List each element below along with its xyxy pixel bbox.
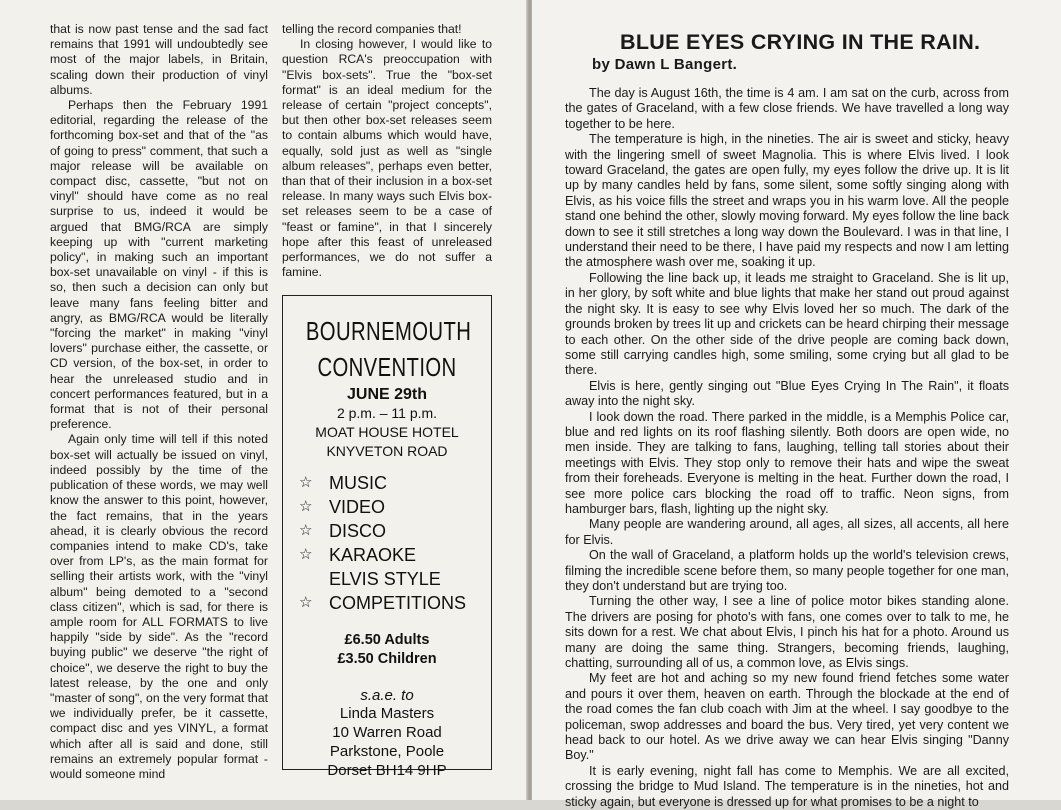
left-column-1 [50,22,268,782]
list-item [299,543,491,591]
ad-address-line: Dorset BH14 9HP [327,762,447,779]
article-title: BLUE EYES CRYING IN THE RAIN. [620,30,981,54]
ad-title-line-2: CONVENTION [317,352,457,382]
left-column-2 [282,22,492,280]
ad-price-children: £3.50 Children [337,651,437,667]
list-item [299,495,491,519]
article-byline: by Dawn L Bangert. [592,56,738,73]
paragraph: It is early evening, night fall has come to Memphis. We are all excited, crossing the bridge to Mud Island. The temperature is in the nineties, hot and sticky again, but everyone is dressed up for what promises to be a night to [565,763,1009,809]
ad-venue: MOAT HOUSE HOTEL [315,424,459,440]
paragraph: that is now past tense and the sad fact remains that 1991 will undoubtedly see most of the major labels, in Britain, scaling down their production of vinyl albums. [50,22,268,97]
ad-feature-label-continued: ELVIS STYLE [329,569,441,589]
star-icon: ☆ [299,474,313,491]
ad-road: KNYVETON ROAD [326,443,448,459]
paragraph: My feet are hot and aching so my new found friend fetches some water and pours it over them, heaven on earth. Through the blockade at the end of the road comes the fan club coach with Jim at the wheel. I say goodbye to the policeman, swop addresses and board the bus. Very tired, yet very content we head back to our hotel. As we drive away we can hear Elvis singing "Danny Boy." [565,671,1009,763]
ad-date: JUNE 29th [346,386,428,403]
paragraph: The temperature is high, in the nineties. The air is sweet and sticky, heavy with the lingering smell of sweet Magnolia. This is where Elvis lived. I look toward Graceland, the gates are open fully, my eyes follow the drive up. It is lit up by many candles held by fans, some silent, some softly singing along with Elvis, as his voice fills the street and wraps you in his warm love. All the people stand one behind the other, slowly moving forward. My eyes follow the line back down to see it still stretches a long way down the Boulevard. I was in that line, I understand their need to be there, I have paid my respects and now I am letting the atmosphere wash over me, soaking it up. [565,132,1009,270]
convention-advertisement [282,295,492,779]
left-page [0,0,528,800]
ad-time: 2 p.m. – 11 p.m. [336,405,438,421]
list-item [299,471,491,495]
ad-sae-label: s.a.e. to [360,687,414,704]
ad-feature-label: DISCO [329,521,387,541]
paragraph: On the wall of Graceland, a platform holds up the world's television crews, filming the incredible scene before them, so many people together for one man, they don't understand but are trying too. [565,548,1009,593]
paragraph: I look down the road. There parked in the middle, is a Memphis Police car, blue and red lights on its roof flashing silently. Both doors are open wide, no men inside. They are talking to fans, laughing, telling tall stories about their meetings with Elvis. They stop only to remove their hats and wipe the sweat from their foreheads. Everyone is melting in the heat. Further down the road, I see more police cars blocking the road off to traffic. Neon signs, from hamburger bars, flash, lighting up the night sky. [565,409,1009,516]
paragraph: telling the record companies that! [282,22,462,36]
ad-feature-label: VIDEO [329,497,386,517]
ad-price-adults: £6.50 Adults [344,632,430,648]
paragraph: In closing however, I would like to question RCA's preoccupation with "Elvis box-sets". True the "box-set format" is an ideal medium for the release of certain "project concepts", but then other box-set releases seem to contain albums which would have, equally, sold just as well as "single album releases", perhaps even better, than that of their inclusion in a box-set release. In many ways such Elvis box-set releases seem to be a case of "feast or famine", in that I sincerely hope after this feast of unreleased performances, we do not suffer a famine. [282,37,492,280]
star-icon: ☆ [299,594,313,611]
star-icon: ☆ [299,522,313,539]
ad-feature-label: MUSIC [329,473,387,493]
ad-title-line-1: BOURNEMOUTH [305,316,472,346]
ad-feature-label: COMPETITIONS [329,593,467,613]
list-item [299,591,491,615]
ad-address-line: Parkstone, Poole [329,743,445,760]
star-icon: ☆ [299,498,313,515]
paragraph: The day is August 16th, the time is 4 am. I am sat on the curb, across from the gates of Graceland, with a few close friends. We have travelled a long way together to be here. [565,86,1009,131]
paragraph: Perhaps then the February 1991 editorial, regarding the release of the forthcoming box-set and that of the "as of going to press" comment, that such a major release will be available on compact disc, cassette, "but not on vinyl" should have come as no real surprise to us, indeed it would be argued that BMG/RCA are simply keeping up with "current marketing policy", in making such an important box-set unavailable on vinyl - if this is so, then such a decision can only but leave many fans feeling bitter and angry, as BMG/RCA would be literally "forcing the market" in making "vinyl lovers" purchase either, the cassette, or CD version, of the box-set, in order to hear the unreleased studio and in concert performances featured, but in a format that is not of their personal preference. [50,98,268,432]
ad-address-line: Linda Masters [339,705,435,722]
ad-address-line: 10 Warren Road [332,724,442,741]
article-body [565,86,1009,810]
paragraph: Many people are wandering around, all ages, all sizes, all accents, all here for Elvis. [565,517,1009,547]
star-icon: ☆ [299,546,313,563]
paragraph: Elvis is here, gently singing out "Blue Eyes Crying In The Rain", it floats away into the night sky. [565,378,1009,409]
paragraph: Again only time will tell if this noted box-set will actually be issued on vinyl, indeed possibly by the time of the publication of these words, we may well know the answer to this point, however, the fact remains, that in the years ahead, it is clearly obvious the record companies intend to make CD's, take over from LP's, as the main format for selling their artists work, with the "vinyl album" being demoted to a "second class citizen", which is sad, for there is ample room for ALL FORMATS to live happily "side by side". As the "record buying public" we deserve "the right of choice", we deserve the right to buy the latest release, by the one and only "master of song", on the very format that we individually prefer, be it cassette, compact disc and yes VINYL, a format which after all is said and done, still remains an extremely popular format - would someone mind [50,432,268,781]
ad-feature-label: KARAOKE [329,545,417,565]
list-item [299,519,491,543]
paragraph: Turning the other way, I see a line of police motor bikes standing alone. The drivers are posing for photo's with fans, one comes over to talk to me, he sits down for a rest. We chat about Elvis, I pinch his hat for a photo. Around us many are doing the same thing. Strangers, becoming friends, laughing, chatting, surrounding all of us, a common love, as Elvis sings. [565,594,1009,671]
paragraph: Following the line back up, it leads me straight to Graceland. She is lit up, in her glory, by soft white and blue lights that make her stand out proud against the night sky. It is easy to see why Elvis loved her so much. The dark of the grounds broken by trees lit up and crickets can be heard chirping their message to each other. On the other side of the drive people are coming back down, some still carrying candles high, some smiling, some crying but all glad to be there. [565,270,1009,378]
ad-features-list [299,471,491,615]
